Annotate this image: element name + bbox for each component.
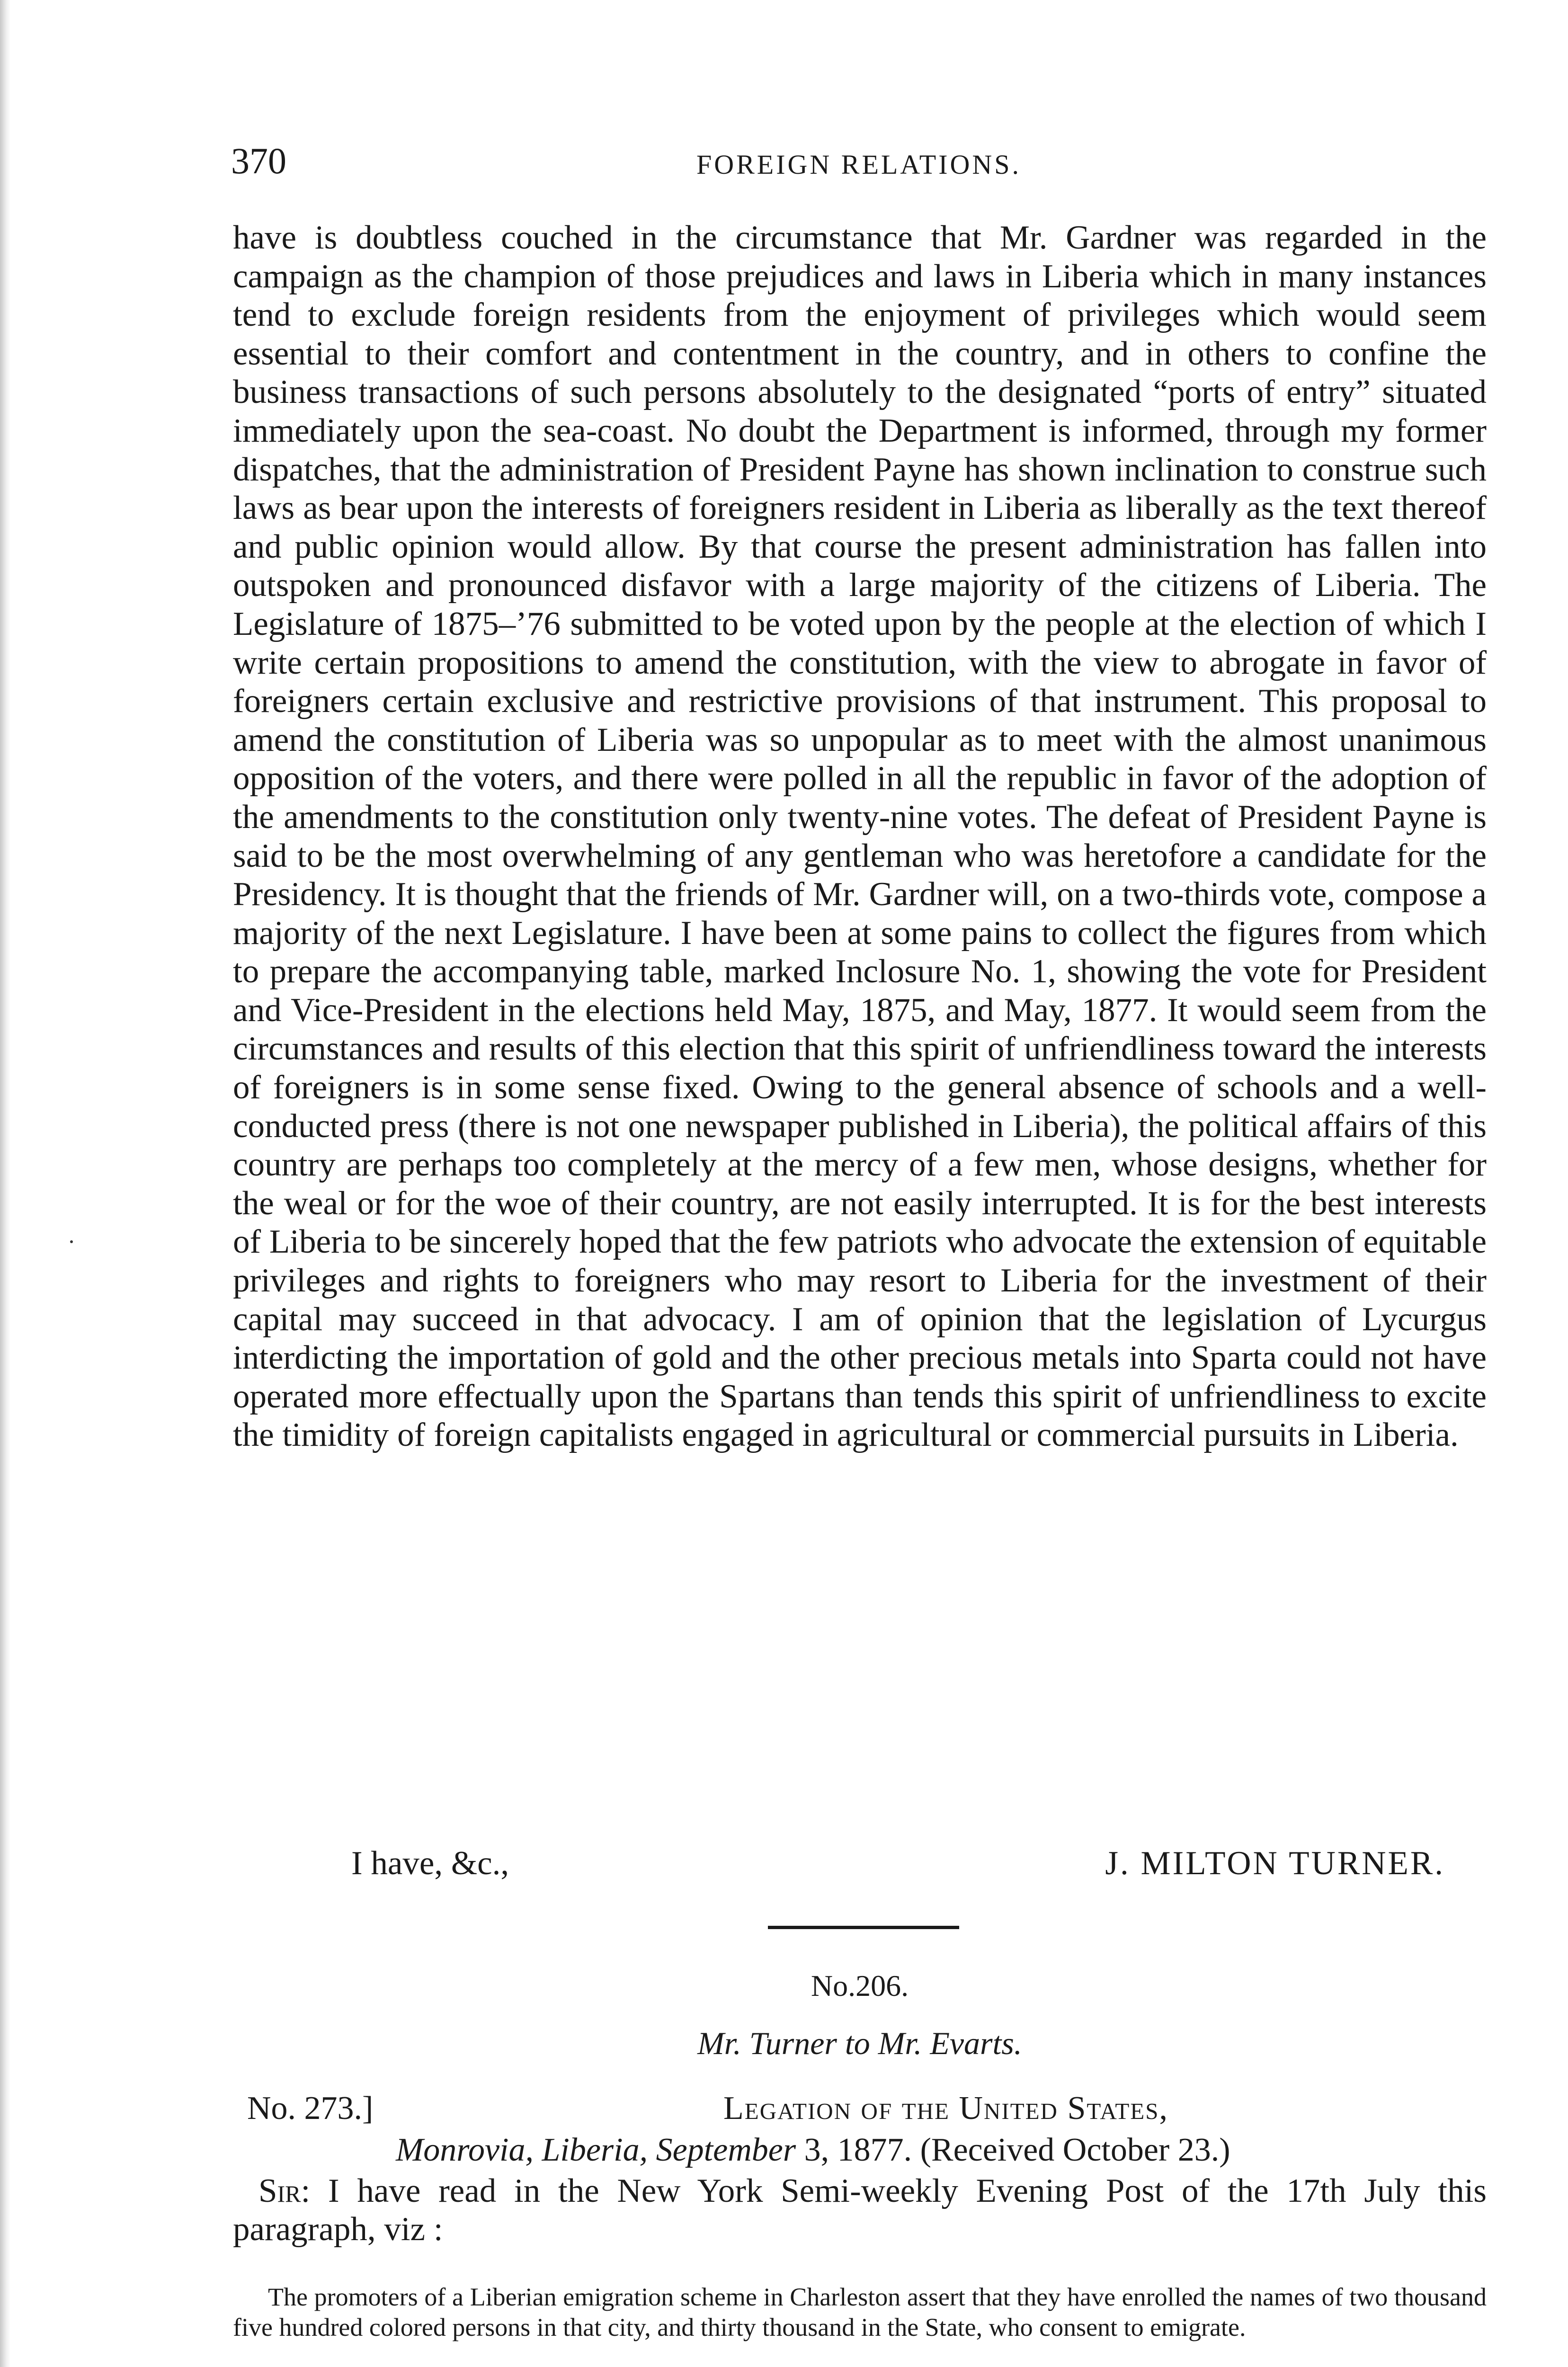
- signature: J. MILTON TURNER.: [1105, 1845, 1445, 1882]
- section-divider: [768, 1926, 959, 1929]
- document-heading: Mr. Turner to Mr. Evarts.: [697, 2025, 1022, 2061]
- scan-speck: [70, 1240, 73, 1243]
- dispatch-header: [247, 2087, 1478, 2130]
- place-date-line: [396, 2128, 1485, 2172]
- salutation-label: Sir:: [258, 2172, 311, 2209]
- document-number: No.206.: [811, 1969, 909, 2002]
- salutation-text: I have read in the New York Semi-weekly Evening Post of the 17th July this paragraph, viz :: [233, 2172, 1487, 2248]
- body-text: [233, 219, 1487, 1455]
- legation-line: Legation of the United States,: [723, 2090, 1168, 2127]
- body-paragraph: have is doubtless couched in the circumstance that Mr. Gardner was regarded in the campaign as the champion of those prejudices and laws in Liberia which in many instances tend to exclude foreign residents from the enjoyment of privileges which would seem essential to their comfort and contentment in the country, and in others to confine the business transactions of such persons absolutely to the designated “ports of entry” situated immediately upon the sea-coast. No doubt the Department is informed, through my former dispatches, that the administration of President Payne has shown inclination to construe such laws as bear upon the interests of foreigners resident in Liberia as liberally as the text thereof and public opinion would allow. By that course the present administration has fallen into outspoken and pronounced disfavor with a large majority of the citizens of Liberia. The Legislature of 1875–’76 submitted to be voted upon by the people at the election of which I write certain propositions to amend the constitution, with the view to abrogate in favor of foreigners certain exclusive and restrictive provisions of that instrument. This proposal to amend the constitution of Liberia was so unpopular as to meet with the almost unanimous opposition of the voters, and there were polled in all the republic in favor of the adoption of the amendments to the constitution only twenty-nine votes. The defeat of President Payne is said to be the most overwhelming of any gentleman who was heretofore a candidate for the Presidency. It is thought that the friends of Mr. Gardner will, on a two-thirds vote, compose a majority of the next Legislature. I have been at some pains to collect the figures from which to prepare the accompanying table, marked Inclosure No. 1, showing the vote for President and Vice-President in the elections held May, 1875, and May, 1877. It would seem from the circumstances and results of this election that this spirit of unfriendliness toward the interests of foreigners is in some sense fixed. Owing to the general absence of schools and a well-conducted press (there is not one newspaper published in Liberia), the political affairs of this country are perhaps too completely at the mercy of a few men, whose designs, whether for the weal or for the woe of their country, are not easily interrupted. It is for the best interests of Liberia to be sincerely hoped that the few patriots who advocate the extension of equitable privileges and rights to foreigners who may resort to Liberia for the investment of their capital may succeed in that advocacy. I am of opinion that the legislation of Lycurgus interdicting the importation of gold and the other precious metals into Sparta could not have operated more effectually upon the Spartans than tends this spirit of unfriendliness to excite the timidity of foreign capitalists engaged in agricultural or commercial pursuits in Liberia.: [233, 219, 1487, 1454]
- running-title: FOREIGN RELATIONS.: [696, 149, 1022, 180]
- running-head: [231, 137, 1487, 185]
- place-name: Monrovia, Liberia, September: [396, 2132, 796, 2168]
- salutation-paragraph: [233, 2172, 1487, 2249]
- closing-line: [233, 1842, 1445, 1885]
- dispatch-number: No. 273.]: [247, 2090, 374, 2127]
- scan-binding-edge: [0, 0, 10, 2367]
- complimentary-close: I have, &c.,: [351, 1845, 509, 1882]
- quoted-paragraph: The promoters of a Liberian emigration scheme in Charleston assert that they have enrolled the names of two thousand five hundred colored persons in that city, and thirty thousand in the State, who consent to emigrate.: [233, 2283, 1487, 2341]
- page-number: 370: [231, 140, 286, 181]
- date-received: 3, 1877. (Received October 23.): [804, 2132, 1230, 2168]
